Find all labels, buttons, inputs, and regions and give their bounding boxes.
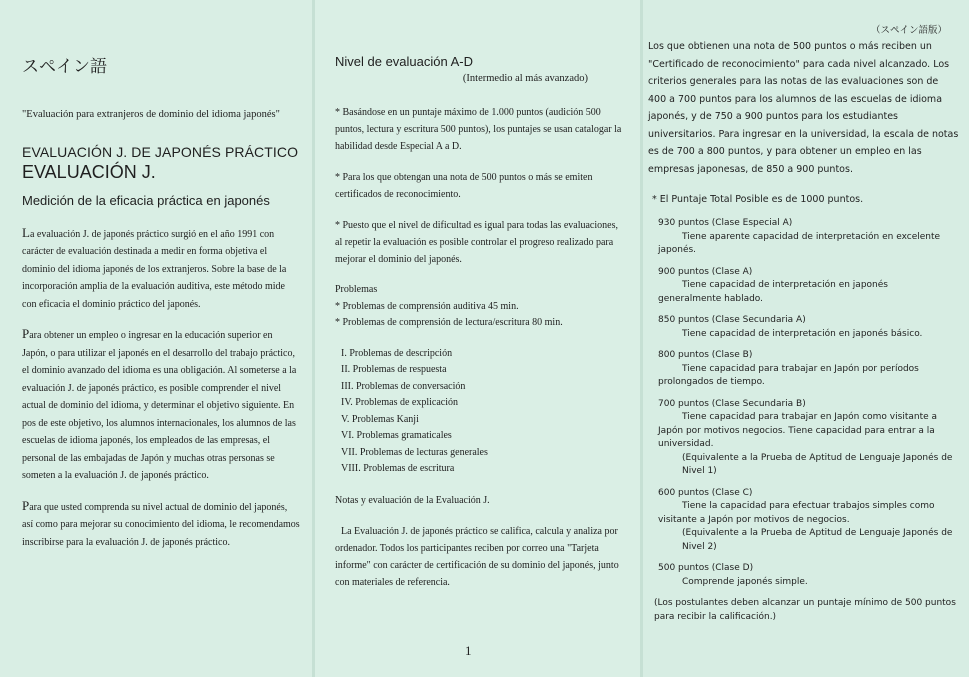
heading-big: EVALUACIÓN J. — [22, 161, 156, 182]
list-item: VI. Problemas gramaticales — [341, 430, 452, 441]
recommendation-paragraph: Para que usted comprenda su nivel actual de dominio del japonés, así como para mejorar su conocimiento del idioma, le recomendamos inscribirse para la evaluación J. de japonés práctico. — [22, 497, 300, 548]
level-title: 900 puntos (Clase A) — [658, 266, 753, 277]
level-item: 700 puntos (Clase Secundaria B) Tiene capacidad para trabajar en Japón como visitante a Japón por motivos negocios. Tiene capacidad para entrar a la universidad. (Equivalente a la Prueba de Aptitud de Lenguaje Japonés de Nivel 1) — [658, 398, 959, 479]
list-item: II. Problemas de respuesta — [341, 364, 447, 375]
certificate-paragraph: Los que obtienen una nota de 500 puntos o más reciben un "Certificado de reconocimiento" para cada nivel alcanzado. Los criterios generales para las notas de las evaluaciones son de 400 a 700 puntos para los alumnos de las escuelas de idioma japonés, y de 750 a 900 puntos para los estudiantes universitarios. Para ingresar en la universidad, la escala de notas es de 700 a 800 puntos, y para obtener un empleo en las empresas japonesas, de 850 a 900 puntos. — [648, 41, 959, 175]
level-item: 850 puntos (Clase Secundaria A) Tiene capacidad de interpretación en japonés básico. — [658, 314, 959, 341]
right-panel — [643, 0, 969, 677]
page-number: 1 — [465, 643, 472, 658]
level-title: 500 puntos (Clase D) — [658, 563, 754, 573]
subheading: Medición de la eficacia práctica en japonés — [22, 192, 270, 208]
purpose-paragraph: Para obtener un empleo o ingresar en la educación superior en Japón, o para utilizar el japonés en el desarrollo del trabajo práctico, el dominio avanzado del idioma es una obligación. Al someterse a la evaluación J. de japonés práctico, es posible comprender el nivel actual de dominio del idioma, y determinar el objetivo siguiente. En pos de este objetivo, los alumnos internacionales, los alumnos de las escuelas de idioma japonés, los empleados de las empresas, el personal de las embajadas de Japón y muchas otras personas se someten a la evaluación J. de japonés práctico. — [22, 326, 297, 482]
level-item: 930 puntos (Clase Especial A) Tiene aparente capacidad de interpretación en excelente japonés. — [658, 217, 959, 258]
list-item: III. Problemas de conversación — [341, 380, 466, 392]
problems-list — [335, 282, 624, 332]
scoring-bullet: * Basándose en un puntaje máximo de 1.000 puntos (audición 500 puntos, lectura y escritura 500 puntos), los puntajes se usan catalogar la habilidad desde Especial A a D. — [335, 107, 622, 152]
middle-panel — [315, 0, 640, 677]
level-title: 600 puntos (Clase C) — [658, 487, 753, 498]
level-item: 600 puntos (Clase C) Tiene la capacidad para efectuar trabajos simples como visitante a Japón por motivos de negocios. (Equivalente a la Prueba de Aptitud de Lenguaje Japonés de Nivel 2) — [658, 487, 959, 555]
tagline: "Evaluación para extranjeros de dominio del idioma japonés" — [22, 109, 280, 120]
list-item: * Problemas de comprensión auditiva 45 min. — [335, 300, 519, 312]
difficulty-bullet: * Puesto que el nivel de dificultad es igual para todas las evaluaciones, al repetir la evaluación es posible controlar el progreso realizado para mejorar el dominio del japonés. — [335, 220, 618, 265]
level-title: 800 puntos (Clase B) — [658, 350, 753, 360]
sections-list — [335, 346, 624, 478]
certificate-bullet: * Para los que obtengan una nota de 500 puntos o más se emiten certificados de reconocimiento. — [335, 172, 593, 200]
levels-title: Nivel de evaluación A-D — [335, 54, 474, 69]
total-score-note: * El Puntaje Total Posible es de 1000 puntos. — [652, 194, 864, 205]
language-title: スペイン語 — [22, 57, 107, 77]
list-item: I. Problemas de descripción — [341, 347, 453, 359]
list-item: VIII. Problemas de escritura — [341, 463, 455, 474]
list-item: * Problemas de comprensión de lectura/escritura 80 min. — [335, 317, 563, 328]
heading-upper: EVALUACIÓN J. DE JAPONÉS PRÁCTICO — [22, 143, 299, 160]
left-panel — [0, 0, 312, 677]
level-title: 700 puntos (Clase Secundaria B) — [658, 398, 806, 409]
list-item: IV. Problemas de explicación — [341, 397, 459, 408]
problems-heading: Problemas — [335, 284, 378, 295]
minimum-score-note: (Los postulantes deben alcanzar un puntaje mínimo de 500 puntos para recibir la calificación.) — [654, 598, 956, 622]
notes-paragraph: La Evaluación J. de japonés práctico se califica, calcula y analiza por ordenador. Todos los participantes reciben por correo una "Tarjeta informe" con carácter de certificación de su dominio del japonés, junto con materiales de referencia. — [335, 525, 619, 588]
notes-heading: Notas y evaluación de la Evaluación J. — [335, 494, 490, 506]
list-item: V. Problemas Kanji — [341, 413, 419, 425]
level-title: 850 puntos (Clase Secundaria A) — [658, 315, 806, 325]
level-item: 900 puntos (Clase A) Tiene capacidad de interpretación en japonés generalmente hablado. — [658, 266, 959, 307]
level-item: 500 puntos (Clase D) Comprende japonés simple. — [658, 562, 959, 589]
intro-paragraph: La evaluación J. de japonés práctico surgió en el año 1991 con carácter de evaluación destinada a medir en forma objetiva el dominio del idioma japonés de los extranjeros. Sobre la base de la incorporación amplia de la evaluación auditiva, este método mide con eficacia el dominio práctico del japonés. — [22, 224, 287, 310]
list-item: VII. Problemas de lecturas generales — [341, 446, 488, 458]
level-item: 800 puntos (Clase B) Tiene capacidad para trabajar en Japón por períodos prolongados de tiempo. — [658, 349, 959, 390]
edition-label: （スペイン語版） — [870, 25, 947, 36]
level-title: 930 puntos (Clase Especial A) — [658, 218, 793, 228]
levels-subtitle: (Intermedio al más avanzado) — [462, 73, 588, 84]
